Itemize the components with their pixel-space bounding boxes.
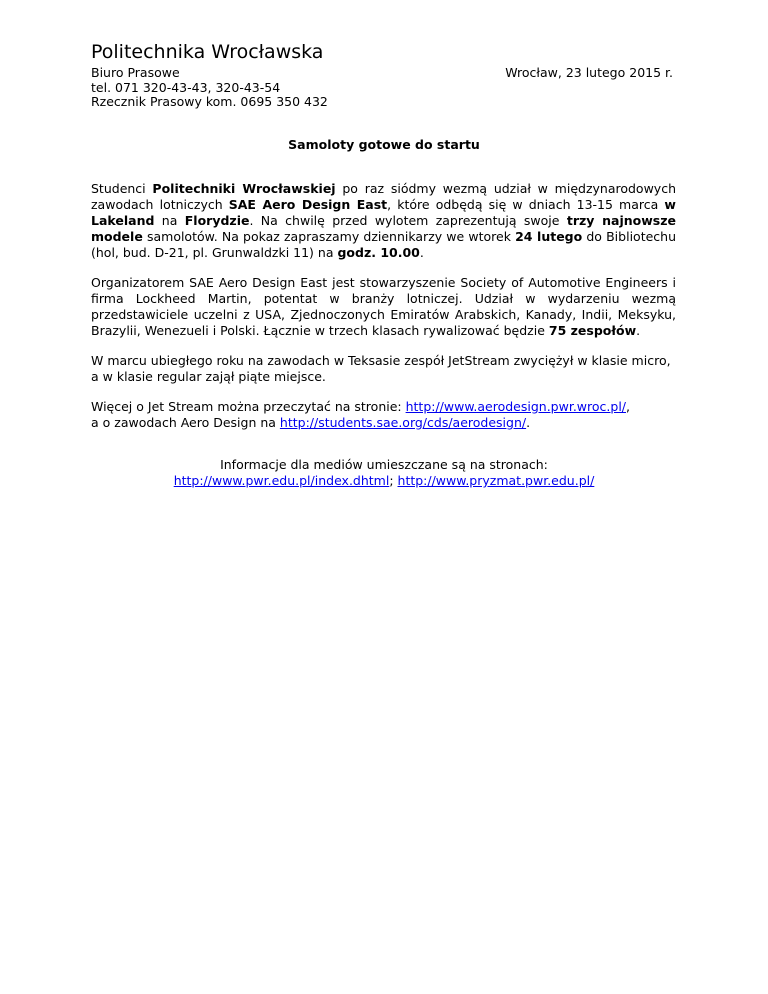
media-links-line <box>0 473 768 489</box>
text-span: , <box>626 399 630 414</box>
paragraph-organizers <box>91 275 676 339</box>
organization-title: Politechnika Wrocławska <box>91 41 324 63</box>
event-date: 24 lutego <box>515 229 583 244</box>
press-office-phone: tel. 071 320-43-43, 320-43-54 <box>91 79 281 95</box>
headline: Samoloty gotowe do startu <box>288 137 480 152</box>
competition-name: SAE Aero Design East <box>228 197 388 212</box>
paragraph-results: W marcu ubiegłego roku na zawodach w Teksasie zespół JetStream zwyciężył w klasie micro, a w klasie regular zajął piąte miejsce. <box>91 353 671 384</box>
text-span: . <box>636 323 641 338</box>
spokesperson-phone: Rzecznik Prasowy kom. 0695 350 432 <box>91 94 328 109</box>
pryzmat-website-link[interactable]: http://www.pryzmat.pwr.edu.pl/ <box>397 473 595 488</box>
text-span: Więcej o Jet Stream można przeczytać na stronie: <box>91 399 406 414</box>
paragraph-intro <box>91 181 676 261</box>
link-separator: ; <box>389 473 398 488</box>
text-span: a o zawodach Aero Design na <box>91 415 280 430</box>
state-name: Florydzie <box>184 213 250 228</box>
media-info-block <box>0 457 768 489</box>
text-span: po raz siódmy wezmą udział w międzynarodowych zawodach lotniczych <box>91 181 676 212</box>
text-span: Organizatorem SAE Aero Design East jest stowarzyszenie Society of Automotive Engineers i firma Lockheed Martin, potentat w branży lotniczej. Udział w wydarzeniu wezmą przedstawiciele uczelni z USA, Zjednoczonych Emiratów Arabskich, Kanady, Indii, Meksyku, Brazylii, Wenezueli i Polski. Łącznie w trzech klasach rywalizować będzie <box>91 275 676 338</box>
aerodesign-link[interactable]: http://www.aerodesign.pwr.wroc.pl/ <box>405 399 627 414</box>
teams-count: 75 zespołów <box>548 323 637 338</box>
university-name: Politechniki Wrocławskiej <box>152 181 336 196</box>
paragraph-links <box>91 399 676 431</box>
text-span: . <box>419 245 424 260</box>
pwr-website-link[interactable]: http://www.pwr.edu.pl/index.dhtml <box>173 473 390 488</box>
text-span: do Bibliotechu (hol, bud. D-21, pl. Grunwaldzki 11) na <box>91 229 676 260</box>
text-span: . Na chwilę przed wylotem zaprezentują swoje <box>249 213 567 228</box>
text-span: , które odbędą się w dniach 13-15 marca <box>387 197 665 212</box>
sae-aerodesign-link[interactable]: http://students.sae.org/cds/aerodesign/ <box>279 415 527 430</box>
models-highlight: trzy najnowsze modele <box>91 213 676 244</box>
article-body <box>91 181 676 445</box>
text-span: . <box>526 415 531 430</box>
text-span: Studenci <box>91 181 153 196</box>
press-office-block <box>91 66 328 110</box>
media-info-intro: Informacje dla mediów umieszczane są na stronach: <box>220 457 548 472</box>
city-name: w Lakeland <box>91 197 676 228</box>
press-office-name: Biuro Prasowe <box>91 65 180 80</box>
dateline: Wrocław, 23 lutego 2015 r. <box>505 65 673 80</box>
event-time: godz. 10.00 <box>337 245 420 260</box>
text-span: na <box>154 213 185 228</box>
text-span: samolotów. Na pokaz zapraszamy dziennikarzy we wtorek <box>142 229 516 244</box>
